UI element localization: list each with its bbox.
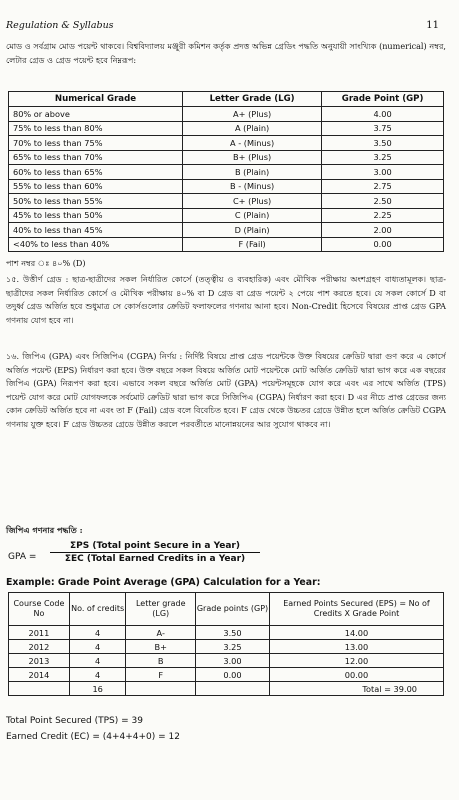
letter-grade-cell: A- <box>126 626 196 640</box>
grade-point-cell: 2.25 <box>322 208 444 223</box>
grade-table <box>8 91 444 252</box>
letter-grade-cell: C (Plain) <box>183 208 322 223</box>
grade-row <box>9 194 444 209</box>
letter-grade-cell: A+ (Plus) <box>183 107 322 122</box>
letter-grade-cell: F (Fail) <box>183 237 322 252</box>
grade-point-cell: 3.00 <box>322 165 444 180</box>
gpa-table-total-row <box>9 682 444 696</box>
credits-cell: 4 <box>69 640 126 654</box>
letter-grade-cell: B <box>126 654 196 668</box>
eps-cell: 13.00 <box>269 640 443 654</box>
eps-cell: 00.00 <box>269 668 443 682</box>
header-letter-grade: Letter grade (LG) <box>126 593 196 626</box>
letter-grade-cell: B+ <box>126 640 196 654</box>
grade-row <box>9 121 444 136</box>
numerical-grade-cell: 75% to less than 80% <box>9 121 183 136</box>
letter-grade-cell: A (Plain) <box>183 121 322 136</box>
example-heading: Example: Grade Point Average (GPA) Calculation for a Year: <box>6 577 321 588</box>
numerical-grade-cell: 40% to less than 45% <box>9 223 183 238</box>
course-code-cell: 2011 <box>9 626 70 640</box>
grade-points-cell: 3.25 <box>196 640 270 654</box>
gpa-table-header <box>9 593 444 626</box>
header-credits: No. of credits <box>69 593 126 626</box>
grade-point-cell: 4.00 <box>322 107 444 122</box>
grade-row <box>9 107 444 122</box>
header-numerical-grade: Numerical Grade <box>9 92 183 107</box>
course-code-cell: 2012 <box>9 640 70 654</box>
numerical-grade-cell: 80% or above <box>9 107 183 122</box>
gpa-row <box>9 640 444 654</box>
grade-row <box>9 223 444 238</box>
formula-denominator: ΣEC (Total Earned Credits in a Year) <box>64 554 246 564</box>
header-course-code: Course Code No <box>9 593 70 626</box>
letter-grade-cell: D (Plain) <box>183 223 322 238</box>
total-point-secured: Total Point Secured (TPS) = 39 <box>6 716 143 726</box>
numerical-grade-cell: 50% to less than 55% <box>9 194 183 209</box>
letter-grade-cell: B+ (Plus) <box>183 150 322 165</box>
page-number: 11 <box>426 20 439 31</box>
grade-point-cell: 2.50 <box>322 194 444 209</box>
grade-row <box>9 208 444 223</box>
gpa-row <box>9 668 444 682</box>
page-header <box>6 20 451 31</box>
section-16: ১৬. জিপিএ (GPA) এবং সিজিপিএ (CGPA) নির্ণয় : নির্দিষ্ট বিষয়ে প্রাপ্ত গ্রেড পয়েন্টকে উক্ত বিষয়ের ক্রেডিট দ্বারা গুণ করে এ কোর্সে অর্জিত পয়েন্ট (EPS) নির্ধারণ করা হবে। উক্ত বছরে সকল বিষয়ে অর্জিত মোট পয়েন্টকে মোট অর্জিত ক্রেডিট দ্বারা ভাগ করে এক বছরের জিপিএ (GPA) নিরূপণ করা হবে। এভাবে সকল বছরে অর্জিত মোট (GPA) পয়েন্টসমূহকে যোগ করে এবং এর সাথে অর্জিত (TPS) পয়েন্ট যোগ করে মোট যোগফলকে সর্বমোট ক্রেডিট দ্বারা ভাগ করে সিজিপিএ (CGPA) নির্ধারণ করা হবে। D এর নীচে প্রাপ্ত গ্রেডের জন্য কোন ক্রেডিট অর্জিত হবে না এবং তা F (Fail) গ্রেড বলে বিবেচিত হবে। F গ্রেড থেকে উচ্চতর গ্রেডে উন্নীত হলে অর্জিত ক্রেডিট CGPA গণনায় যুক্ত হবে। F গ্রেড উচ্চতর গ্রেডে উন্নীত করলে পরবর্তীতে মানোন্নয়নের আর সুযোগ থাকবে না। <box>6 351 446 429</box>
numerical-grade-cell: 60% to less than 65% <box>9 165 183 180</box>
grade-points-cell: 0.00 <box>196 668 270 682</box>
gpa-row <box>9 626 444 640</box>
grade-table-header <box>9 92 444 107</box>
eps-cell: 14.00 <box>269 626 443 640</box>
pass-mark: পাশ নম্বর ঃ ৪০% (D) <box>6 258 86 268</box>
grade-row <box>9 165 444 180</box>
formula-numerator: ΣPS (Total point Secure in a Year) <box>50 541 260 553</box>
grade-point-cell: 2.00 <box>322 223 444 238</box>
eps-cell: 12.00 <box>269 654 443 668</box>
grade-point-cell: 0.00 <box>322 237 444 252</box>
grade-point-cell: 3.25 <box>322 150 444 165</box>
grade-point-cell: 2.75 <box>322 179 444 194</box>
gpa-example-table <box>8 592 444 696</box>
grade-row <box>9 150 444 165</box>
numerical-grade-cell: 70% to less than 75% <box>9 136 183 151</box>
earned-credit: Earned Credit (EC) = (4+4+4+0) = 12 <box>6 732 181 742</box>
grade-row <box>9 136 444 151</box>
total-credits: 16 <box>69 682 126 696</box>
letter-grade-cell: A - (Minus) <box>183 136 322 151</box>
letter-grade-cell: B (Plain) <box>183 165 322 180</box>
header-title: Regulation & Syllabus <box>6 20 114 31</box>
grade-points-cell: 3.50 <box>196 626 270 640</box>
course-code-cell: 2013 <box>9 654 70 668</box>
gpa-method-heading: জিপিএ গণনার পদ্ধতি : <box>6 525 83 535</box>
letter-grade-cell: C+ (Plus) <box>183 194 322 209</box>
gpa-row <box>9 654 444 668</box>
course-code-cell: 2014 <box>9 668 70 682</box>
header-eps: Earned Points Secured (EPS) = No of Credits X Grade Point <box>269 593 443 626</box>
grade-row <box>9 237 444 252</box>
header-grade-point: Grade Point (GP) <box>322 92 444 107</box>
intro-paragraph: মোড ও সর্বগ্রাম মোড পয়েন্ট থাকবে। বিশ্ববিদ্যালয় মঞ্জুরী কমিশন কর্তৃক প্রদত্ত অভিন্ন গ্রেডিং পদ্ধতি অনুযায়ী সাংখ্যিক (numerical) নম্বর, লেটার গ্রেড ও গ্রেড পয়েন্ট হবে নিম্নরূপ: <box>6 41 446 65</box>
grade-point-cell: 3.75 <box>322 121 444 136</box>
header-grade-points: Grade points (GP) <box>196 593 270 626</box>
grade-row <box>9 179 444 194</box>
credits-cell: 4 <box>69 668 126 682</box>
formula-lhs: GPA = <box>8 552 37 562</box>
credits-cell: 4 <box>69 626 126 640</box>
numerical-grade-cell: 45% to less than 50% <box>9 208 183 223</box>
numerical-grade-cell: 55% to less than 60% <box>9 179 183 194</box>
credits-cell: 4 <box>69 654 126 668</box>
header-letter-grade: Letter Grade (LG) <box>183 92 322 107</box>
letter-grade-cell: F <box>126 668 196 682</box>
total-eps: Total = 39.00 <box>269 682 443 696</box>
grade-points-cell: 3.00 <box>196 654 270 668</box>
section-15: ১৫. উত্তীর্ণ গ্রেড : ছাত্র-ছাত্রীদের সকল নির্ধারিত কোর্সে (তত্ত্বীয় ও ব্যবহারিক) এবং মৌখিক পরীক্ষায় অংশগ্রহণ বাধ্যতামূলক। ছাত্র-ছাত্রীদের সকল নির্ধারিত কোর্সে ও মৌখিক পরীক্ষায় ৪০% বা D গ্রেড বা গ্রেড পয়েন্ট ২ পেয়ে পাশ করতে হবে। যে সকল কোর্সে D বা তদুর্ধ্ব গ্রেড অর্জিত হবে শুধুমাত্র সে কোর্সগুলোর ক্রেডিট ফলাফলের গণনায় আনা হবে। Non-Credit হিসেবে বিষয়ের প্রাপ্ত গ্রেড GPA গণনায় যোগ হবে না। <box>6 274 446 325</box>
numerical-grade-cell: 65% to less than 70% <box>9 150 183 165</box>
grade-point-cell: 3.50 <box>322 136 444 151</box>
letter-grade-cell: B - (Minus) <box>183 179 322 194</box>
numerical-grade-cell: <40% to less than 40% <box>9 237 183 252</box>
